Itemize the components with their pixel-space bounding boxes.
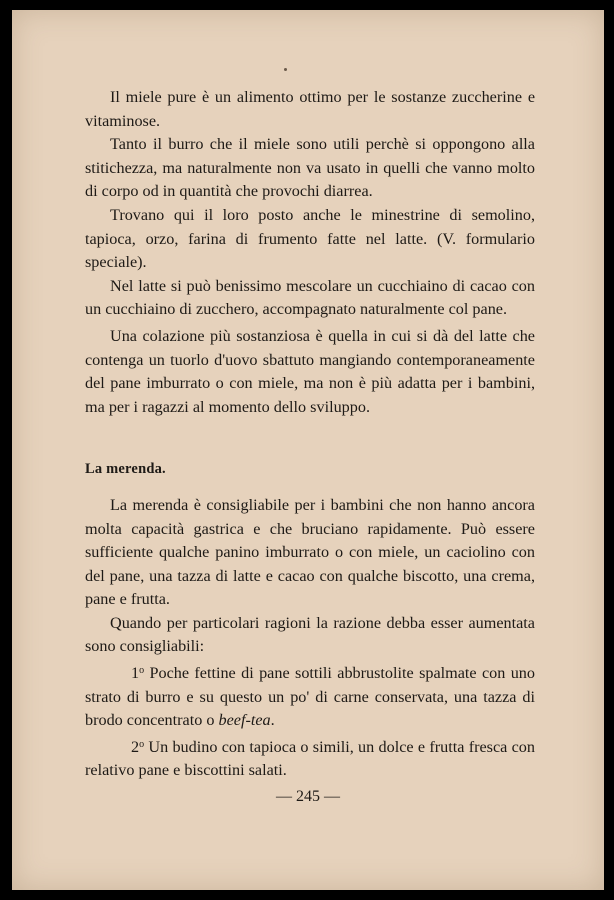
ordinal-indicator: o [139,738,145,750]
paragraph-merenda: La merenda è consigliabile per i bambini che non hanno ancora molta capacità gastrica e che bruciano rapidamente. Può essere sufficiente qualche panino imburrato o con miele, un caciolino con del pane, una tazza di latte e cacao con qualche biscotto, una crema, pane e frutta. [85,495,535,609]
paragraph-minestrine: Trovano qui il loro posto anche le minestrine di semolino, tapioca, orzo, farina di frumento fatte nel latte. (V. formulario speciale). [85,205,535,272]
paragraph-latte-cacao: Nel latte si può benissimo mescolare un cucchiaino di cacao con un cucchiaino di zucchero, accompagnato naturalmente col pane. [85,276,535,319]
ink-speck [284,68,287,71]
paragraph-razione: Quando per particolari ragioni la razione debba esser aumentata sono consigliabili: [85,613,535,656]
item-text: Un budino con tapioca o simili, un dolce e frutta fresca con relativo pane e biscottini salati. [85,737,535,780]
item-text: Poche fettine di pane sottili abbrustolite spalmate con uno strato di burro e su questo un po' di carne conservata, una tazza di brodo concentrato o [85,664,535,730]
paragraph-colazione: Una colazione più sostanziosa è quella in cui si dà del latte che contenga un tuorlo d'uovo sbattuto mangiando contemporaneamente del pane imburrato o con miele, ma non è più adatta per i bambini, ma per i ragazzi al momento dello sviluppo. [85,326,535,416]
paragraph-miele: Il miele pure è un alimento ottimo per le sostanze zuccherine e vitaminose. [85,88,535,130]
ordinal-indicator: o [139,665,145,677]
italic-term: beef-tea [218,711,271,730]
book-page [12,10,604,890]
item-number: 1 [131,664,140,683]
list-item-2 [85,736,535,783]
list-item-1 [85,662,535,733]
page-number: — 245 — [276,788,340,805]
item-number: 2 [131,737,140,756]
paragraph-burro-miele: Tanto il burro che il miele sono utili perchè si oppongono alla stitichezza, ma naturalmente non va usato in quelli che vanno molto di corpo od in quantità che provochi diarrea. [85,135,535,201]
page-body [85,86,535,783]
section-heading: La merenda. [85,461,166,478]
item-end: . [270,711,275,730]
